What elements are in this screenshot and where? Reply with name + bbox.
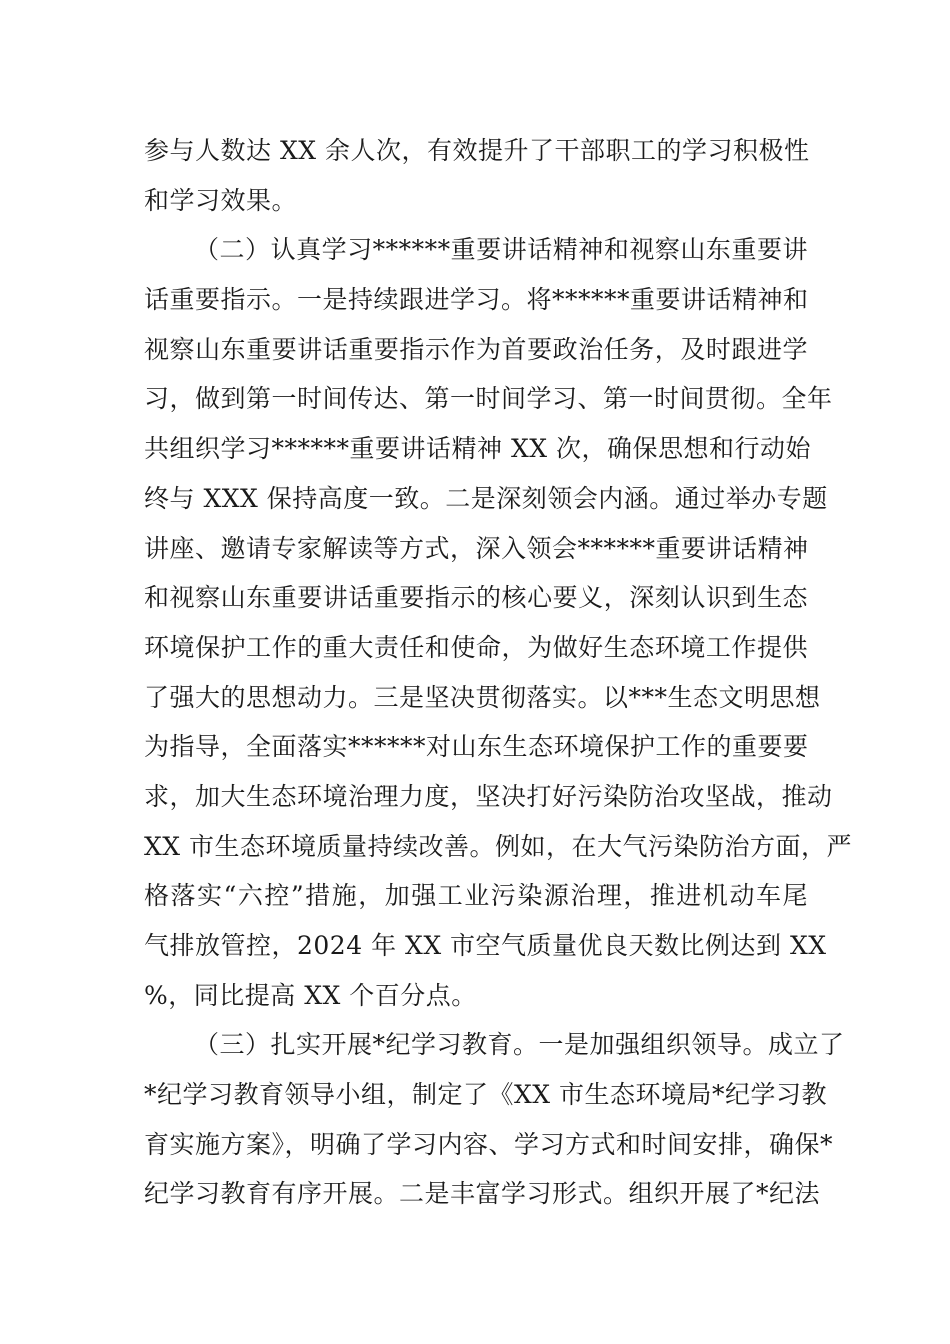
paragraph-line: 参与人数达 XX 余人次，有效提升了干部职工的学习积极性 (144, 136, 810, 165)
paragraph-line: 和学习效果。 (144, 185, 298, 215)
paragraph-line: *纪学习教育领导小组，制定了《XX 市生态环境局*纪学习教 (144, 1080, 828, 1110)
paragraph-line: 育实施方案》，明确了学习内容、学习方式和时间安排，确保* (144, 1129, 834, 1159)
paragraph-line: 视察山东重要讲话重要指示作为首要政治任务，及时跟进学 (144, 334, 808, 364)
paragraph-line: 了强大的思想动力。三是坚决贯彻落实。以***生态文明思想 (144, 682, 821, 712)
paragraph-line: 共组织学习******重要讲话精神 XX 次，确保思想和行动始 (144, 434, 811, 464)
paragraph-line: 气排放管控，2024 年 XX 市空气质量优良天数比例达到 XX (144, 931, 827, 960)
section-heading-line: （二）认真学习******重要讲话精神和视察山东重要讲 (194, 235, 808, 265)
document-body (144, 126, 853, 1219)
paragraph-line: 求，加大生态环境治理力度，坚决打好污染防治攻坚战，推动 (144, 781, 833, 811)
paragraph-line: XX 市生态环境质量持续改善。例如，在大气污染防治方面，严 (144, 831, 853, 861)
section-heading-line: （三）扎实开展*纪学习教育。一是加强组织领导。成立了 (194, 1030, 845, 1060)
paragraph-line: 终与 XXX 保持高度一致。二是深刻领会内涵。通过举办专题 (144, 483, 828, 513)
paragraph-line: 话重要指示。一是持续跟进学习。将******重要讲话精神和 (144, 285, 809, 315)
paragraph-line: 和视察山东重要讲话重要指示的核心要义，深刻认识到生态 (144, 583, 808, 613)
paragraph-line: 环境保护工作的重大责任和使命，为做好生态环境工作提供 (144, 632, 808, 662)
paragraph-line: 为指导，全面落实******对山东生态环境保护工作的重要要 (144, 732, 809, 762)
paragraph-line: %，同比提高 XX 个百分点。 (144, 980, 477, 1010)
paragraph-line: 讲座、邀请专家解读等方式，深入领会******重要讲话精神 (144, 533, 809, 563)
paragraph-line: 格落实“六控”措施，加强工业污染源治理，推进机动车尾 (144, 881, 808, 911)
paragraph-line: 纪学习教育有序开展。二是丰富学习形式。组织开展了*纪法 (144, 1179, 821, 1209)
paragraph-line: 习，做到第一时间传达、第一时间学习、第一时间贯彻。全年 (144, 384, 833, 414)
